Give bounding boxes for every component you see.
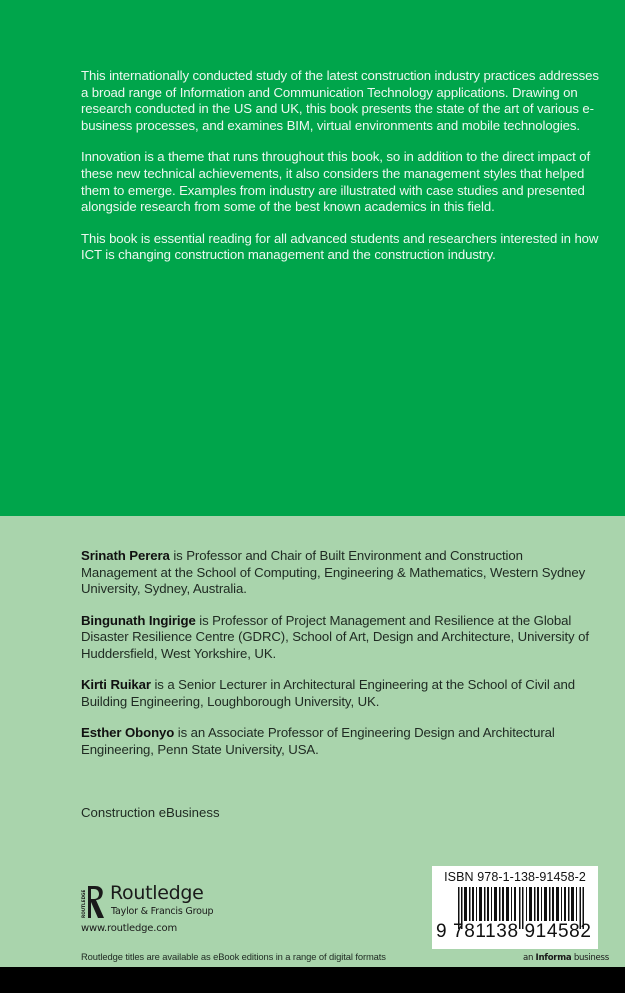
author-bios [81, 548, 601, 773]
informa-business-tagline [523, 953, 609, 963]
author-name: Kirti Ruikar [81, 677, 151, 693]
series-title: Construction eBusiness [81, 805, 220, 820]
author-bio [81, 613, 601, 663]
author-bio [81, 725, 601, 758]
informa-prefix: an [523, 953, 536, 963]
ebook-availability-note: Routledge titles are available as eBook editions in a range of digital formats [81, 951, 386, 962]
author-description: is Professor and Chair of Built Environment and Construction Management at the School of Computing, Engineering & Mathematics, Western Sydney University, Sydney, Australia. [81, 548, 586, 597]
blurb-paragraph-2: Innovation is a theme that runs throughout this book, so in addition to the direct impact of these new technical achievements, it also considers the management styles that helped them to emerge. Examples from industry are illustrated with case studies and presented alongside research from some of the best known academics in this field. [81, 149, 591, 215]
blurb-paragraph-3: This book is essential reading for all advanced students and researchers interested in how ICT is changing construction management and the construction industry. [81, 230, 599, 263]
author-description: is a Senior Lecturer in Architectural Engineering at the School of Civil and Building Engineering, Loughborough University, UK. [81, 677, 575, 709]
author-description: is Professor of Project Management and Resilience at the Global Disaster Resilience Centre (GDRC), School of Art, Design and Architecture, University of Huddersfield, West Yorkshire, UK. [81, 612, 589, 662]
author-name: Srinath Perera [81, 548, 170, 563]
informa-suffix: business [571, 953, 609, 963]
publisher-name: Routledge [110, 882, 204, 904]
blurb-paragraph-1: This internationally conducted study of the latest construction industry practices addresses a broad range of Information and Communication Technology applications. Drawing on research conducted in the US and UK, this book presents the state of the art of various e-business processes, and examines BIM, virtual environments and mobile technologies. [81, 68, 599, 134]
isbn-barcode-box [432, 866, 598, 949]
back-cover-bottom-panel [0, 516, 625, 967]
author-bio [81, 548, 601, 598]
book-blurb [81, 68, 601, 279]
publisher-url: www.routledge.com [81, 923, 177, 934]
routledge-r-logo-icon [80, 885, 108, 919]
barcode-digits: 9 781138 914582 [436, 921, 592, 942]
isbn-label: ISBN 978-1-138-91458-2 [444, 870, 586, 884]
author-name: Bingunath Ingirige [81, 612, 196, 628]
author-name: Esther Obonyo [81, 725, 175, 741]
author-bio [81, 677, 601, 710]
informa-brand: Informa [535, 953, 572, 963]
publisher-logo [80, 882, 240, 942]
svg-text:ROUTLEDGE: ROUTLEDGE [81, 889, 86, 918]
author-description: is an Associate Professor of Engineering Design and Architectural Engineering, Penn State University, USA. [81, 725, 555, 757]
publisher-group: Taylor & Francis Group [111, 906, 214, 917]
